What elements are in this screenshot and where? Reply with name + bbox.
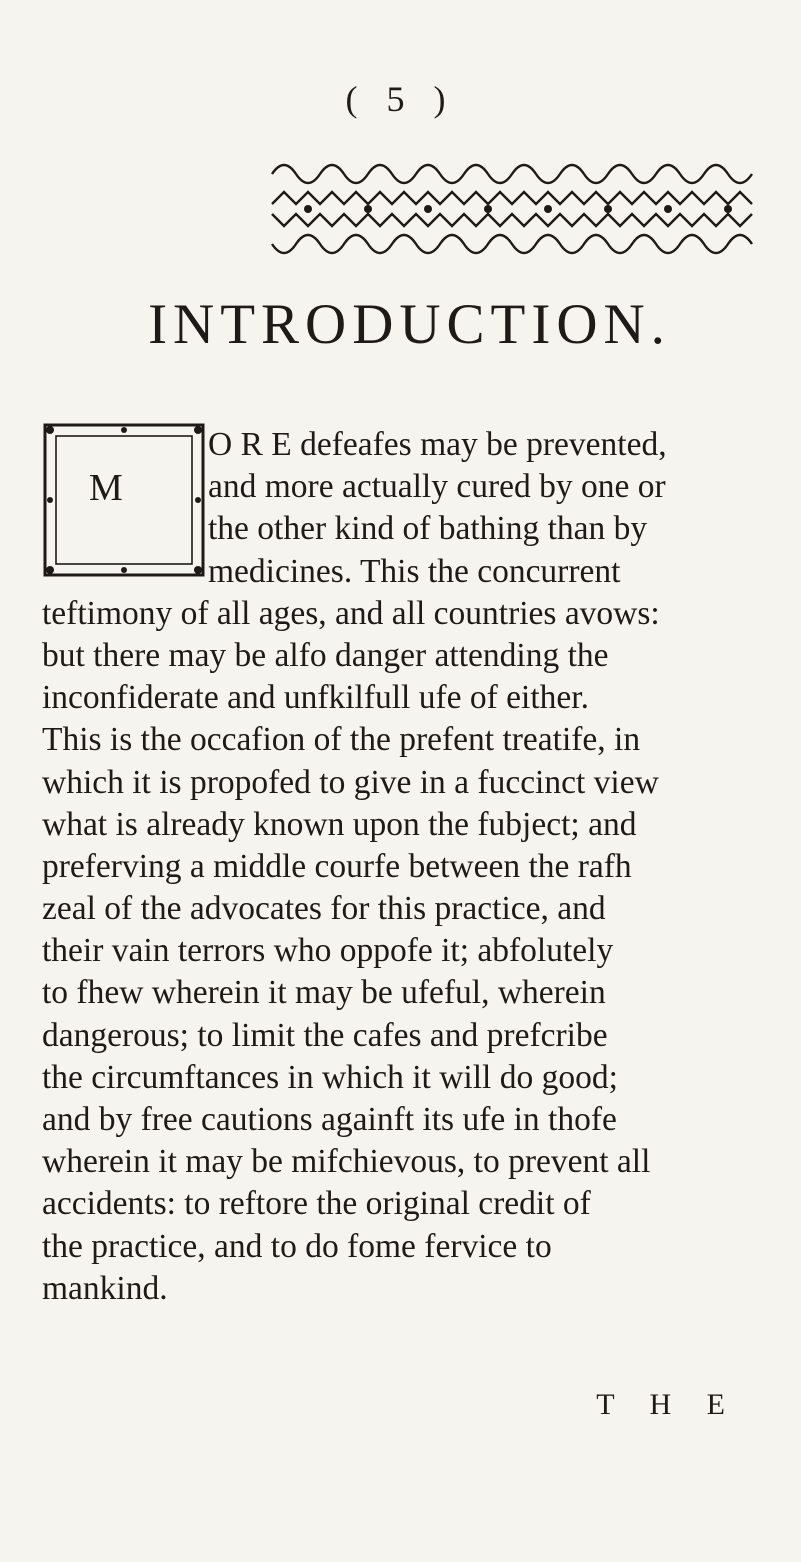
text-line: which it is propofed to give in a fuccinct view (42, 763, 659, 801)
text-line: what is already known upon the fubject; and (42, 805, 637, 843)
text-line: their vain terrors who oppofe it; abfolutely (42, 932, 614, 970)
text-line: the circumftances in which it will do good; (42, 1058, 618, 1096)
initial-letter: M (89, 467, 123, 509)
text-line: accidents: to reftore the original credit of (42, 1185, 591, 1223)
catchword: T H E (596, 1388, 739, 1421)
text-line: medicines. This the concurrent (208, 552, 621, 590)
text-line: O R E defeafes may be prevented, (208, 426, 667, 463)
text-line: and more actually cured by one or (208, 468, 666, 506)
text-line: zeal of the advocates for this practice, and (42, 890, 606, 928)
section-heading: INTRODUCTION. (148, 293, 671, 356)
text-line: and by free cautions againft its ufe in thofe (42, 1101, 617, 1138)
text-line: This is the occafion of the prefent treatife, in (42, 721, 641, 759)
text-line: wherein it may be mifchievous, to prevent all (42, 1143, 651, 1181)
text-line: teftimony of all ages, and all countries avows: (42, 594, 660, 632)
text-line: preferving a middle courfe between the rafh (42, 847, 632, 885)
text-line: but there may be alfo danger attending the (42, 636, 609, 674)
ornament-band (268, 152, 765, 264)
text-line: to fhew wherein it may be ufeful, wherein (42, 974, 606, 1012)
text-line: the practice, and to do fome fervice to (42, 1227, 552, 1265)
body-text (42, 424, 777, 1310)
page-number: ( 5 ) (345, 79, 456, 119)
text-line: dangerous; to limit the cafes and prefcribe (42, 1016, 608, 1054)
text-line: the other kind of bathing than by (208, 510, 648, 548)
text-line: mankind. (42, 1269, 168, 1307)
text-line: inconfiderate and unfkilfull ufe of either. (42, 679, 589, 717)
